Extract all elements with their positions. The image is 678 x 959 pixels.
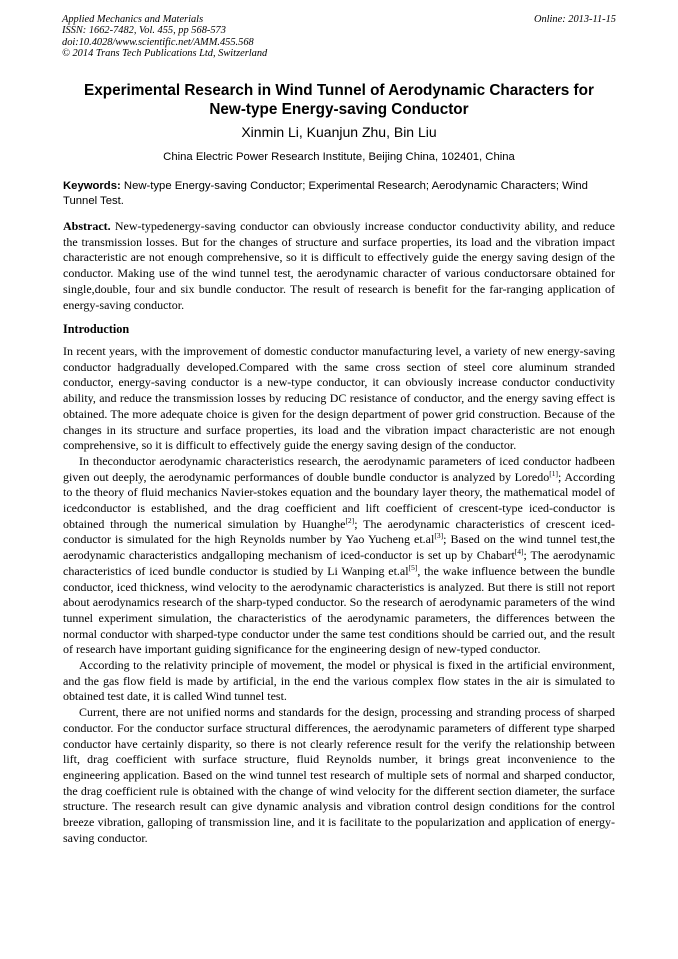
intro-p2-text-e: ; The aerodynamic characteristics of iced bundle conductor is studied by Li Wanping et.al	[63, 548, 615, 578]
authors: Xinmin Li, Kuanjun Zhu, Bin Liu	[241, 124, 437, 140]
copyright-line: © 2014 Trans Tech Publications Ltd, Switzerland	[62, 48, 268, 60]
journal-name: Applied Mechanics and Materials	[62, 14, 204, 25]
affiliation: China Electric Power Research Institute, Beijing China, 102401, China	[163, 151, 515, 163]
intro-paragraph-4: Current, there are not unified norms and standards for the design, processing and stranding process of sharped conductor. For the conductor surface structural differences, the aerodynamic parameters of different type sharped conductor have certainly disparity, so there is not clearly reference result for the verify the relationship between lift, drag coefficient with surface structure, fluid Reynolds number, it brings great inconvenience to the engineering application. Based on the wind tunnel test research of multiple sets of normal and sharped conductor, the drag coefficient rule is obtained with the change of wind velocity for the different section diameter, the surface structure. The research result can give dynamic analysis and vibration control design conditions for the control breeze vibration, galloping of transmission line, and it is facilitate to the popularization and application of energy-saving conductor.	[63, 705, 615, 845]
abstract	[63, 219, 615, 313]
citation-5[interactable]: [5]	[408, 562, 418, 572]
citation-1[interactable]: [1]	[549, 468, 559, 478]
paper-title	[40, 82, 638, 119]
journal-header	[62, 14, 267, 60]
keywords-label: Keywords:	[63, 180, 121, 192]
keywords-text: New-type Energy-saving Conductor; Experimental Research; Aerodynamic Characters; Wind Tunnel Test.	[63, 180, 588, 207]
intro-p2-text-d: ; Based on the wind tunnel test,the aerodynamic characteristics andgalloping mechanism of iced-conductor is set up by Chabart	[63, 532, 615, 563]
title-line-1: Experimental Research in Wind Tunnel of Aerodynamic Characters for	[84, 82, 594, 99]
citation-4[interactable]: [4]	[514, 547, 524, 557]
issn-line: ISSN: 1662-7482, Vol. 455, pp 568-573	[62, 25, 226, 37]
citation-3[interactable]: [3]	[434, 531, 444, 541]
section-heading-introduction: Introduction	[63, 322, 130, 336]
citation-2[interactable]: [2]	[345, 515, 355, 525]
intro-paragraph-2	[63, 454, 615, 658]
intro-paragraph-3: According to the relativity principle of movement, the model or physical is fixed in the artificial environment, and the gas flow field is made by artificial, in the end the various complex flow states in the air is simulated to obtained test date, it is called Wind tunnel test.	[63, 658, 615, 704]
intro-p2-text-f: , the wake influence between the bundle conductor, iced thickness, wind velocity to the aerodynamic characteristics is analyzed. But there is still not report about aerodynamics research of the sharp-typed conductor. So the research of aerodynamic parameters of the wind tunnel experiment simulation, the characteristics of the aerodynamic parameters, the differences between the normal conductor with sharped-type conductor under the same test conditions should be carried out, and the result of research have important guiding significance for the engineering design of new-typed conductor.	[63, 563, 615, 657]
intro-p2-text-c: ; The aerodynamic characteristics of crescent iced-conductor is simulated for the high Reynolds number by Yao Yucheng et.al	[63, 516, 615, 547]
intro-p2-text-b: ; According to the theory of fluid mechanics Navier-stokes equation and the boundary layer theory, the mathematical model of icedconductor is established, and the drag coefficient and lift coefficient of crescent-type iced-conductor is obtained through the numerical simulation by Huanghe	[63, 469, 615, 531]
introduction-body	[63, 344, 615, 847]
doi-line[interactable]: doi:10.4028/www.scientific.net/AMM.455.568	[62, 36, 254, 48]
abstract-label: Abstract.	[63, 219, 111, 233]
keywords	[63, 179, 615, 208]
intro-p2-text-a: In theconductor aerodynamic characteristics research, the aerodynamic parameters of iced conductor hadbeen given out deeply, the aerodynamic performances of double bundle conductor is analyzed by Loredo	[63, 453, 615, 484]
intro-paragraph-1: In recent years, with the improvement of domestic conductor manufacturing level, a variety of new energy-saving conductor hadgradually developed.Compared with the same cross section of steel core aluminum stranded conductor, energy-saving conductor is a new-type conductor, it can obviously increase conductor conductivity ability, and reduce the transmission losses by reducing DC resistance of conductor, and the energy saving effect is obtained. The more adequate choice is given for the design department of power grid construction. Because of the changes in its structure and surface properties, its load and the vibration impact characteristic are not enough comprehensive, so it is difficult to effectively guide the energy saving design of the conductor.	[63, 344, 615, 453]
abstract-text: New-typedenergy-saving conductor can obviously increase conductor conductivity ability, and reduce the transmission losses. But for the changes of structure and surface properties, its load and the vibration impact characteristic are not enough comprehensive, so it is difficult to effectively guide the energy saving design of the conductor. Making use of the wind tunnel test, the aerodynamic character of various conductorsare obtained for single,double, four and six bundle conductor. The result of research is benefit for the far-ranging application of energy-saving conductor.	[63, 219, 615, 312]
online-date: Online: 2013-11-15	[533, 14, 616, 25]
title-line-2: New-type Energy-saving Conductor	[209, 100, 469, 118]
